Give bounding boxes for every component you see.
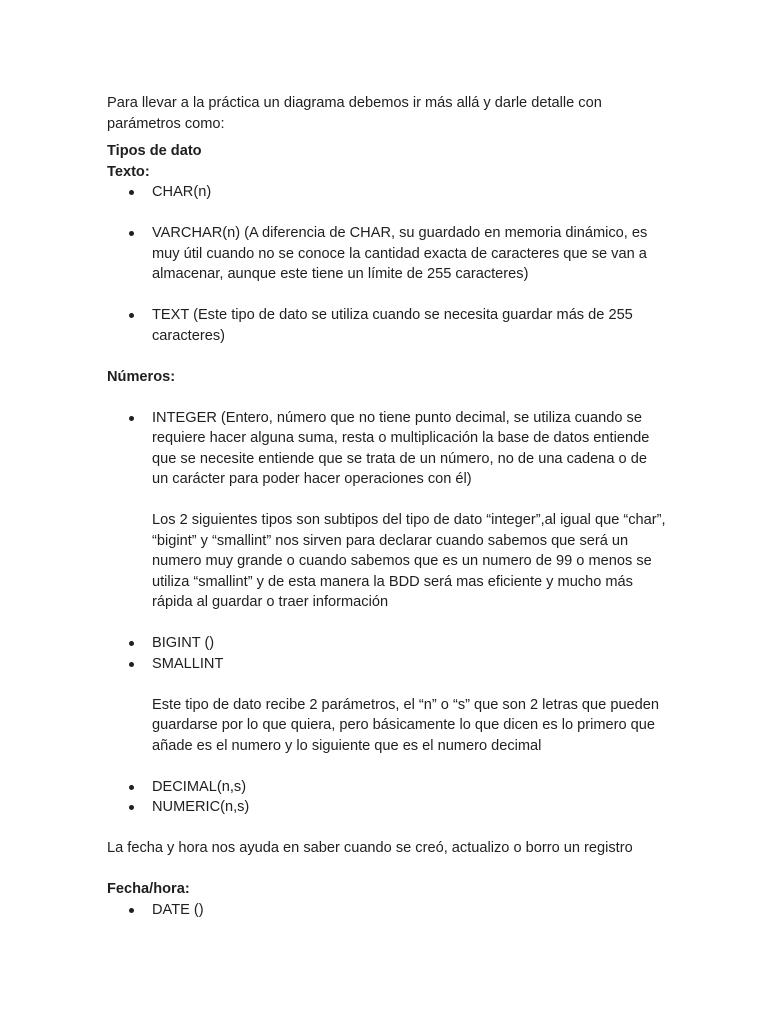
numeros-heading: Números: (107, 368, 176, 385)
subtipos-paragraph: Los 2 siguientes tipos son subtipos del tipo de dato “integer”,al igual que “char”, “bigint” y “smallint” nos sirven para declarar cuando sabemos que será un numero muy grande o cuando sabemos que es un numero de 99 o menos se utiliza “smallint” y de esta manera la BDD será mas eficiente y mucho más rápida al guardar o traer información (152, 512, 666, 610)
texto-list-3 (107, 305, 667, 346)
list-item-bigint: BIGINT () (107, 633, 667, 654)
decimal-paragraph: Este tipo de dato recibe 2 parámetros, el “n” o “s” que son 2 letras que pueden guardarse por lo que quiera, pero básicamente lo que dicen es lo primero que añade es el numero y lo siguiente que es el numero decimal (152, 696, 660, 754)
list-item-varchar: VARCHAR(n) (A diferencia de CHAR, su guardado en memoria dinámico, es muy útil cuando no se conoce la cantidad exacta de caracteres que se van a almacenar, aunque este tiene un límite de 255 caracteres) (107, 223, 667, 285)
list-item-numeric: NUMERIC(n,s) (107, 797, 667, 818)
decimal-list (107, 777, 667, 818)
fecha-paragraph: La fecha y hora nos ayuda en saber cuando se creó, actualizo o borro un registro (107, 840, 633, 856)
texto-list (107, 182, 667, 203)
fecha-heading: Fecha/hora: (107, 881, 190, 897)
tipos-heading: Tipos de dato (107, 143, 202, 159)
list-item-char: CHAR(n) (107, 182, 667, 203)
list-item-integer: INTEGER (Entero, número que no tiene punto decimal, se utiliza cuando se requiere hacer alguna suma, resta o multiplicación la base de datos entiende que se necesite entiende que se trata de un número, no de una cadena o de un carácter para poder hacer operaciones con él) (107, 408, 667, 490)
int-list (107, 633, 667, 674)
document-content (107, 93, 667, 920)
fecha-list (107, 900, 667, 921)
list-item-decimal: DECIMAL(n,s) (107, 777, 667, 798)
list-item-text: TEXT (Este tipo de dato se utiliza cuando se necesita guardar más de 255 caracteres) (107, 305, 667, 346)
intro-paragraph: Para llevar a la práctica un diagrama debemos ir más allá y darle detalle con parámetros como: (107, 95, 602, 132)
list-item-smallint: SMALLINT (107, 654, 667, 675)
numeros-list (107, 408, 667, 490)
texto-list-2 (107, 223, 667, 285)
list-item-date: DATE () (107, 900, 667, 921)
texto-heading: Texto: (107, 163, 150, 180)
